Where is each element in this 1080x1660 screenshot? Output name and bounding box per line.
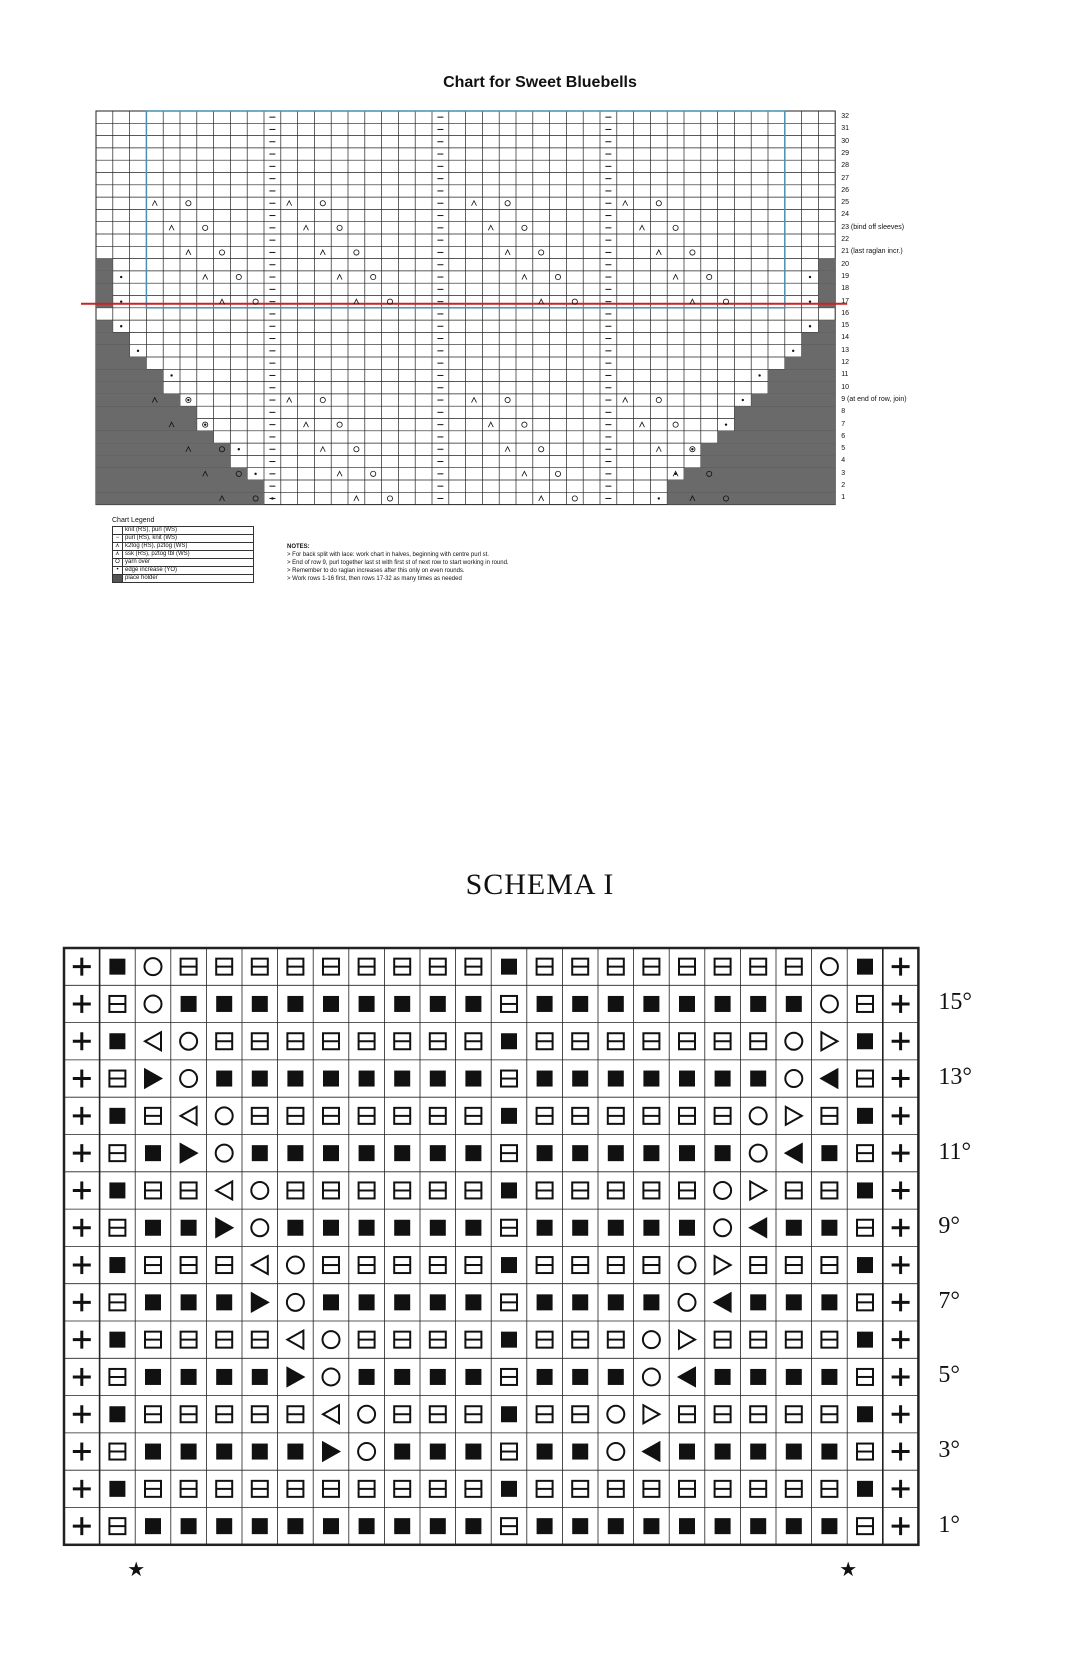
knit-symbol	[750, 1518, 766, 1534]
knit-symbol	[394, 1220, 410, 1236]
knit-symbol	[287, 1444, 303, 1460]
lace-row-label: 22	[841, 236, 849, 243]
knit-symbol	[750, 1444, 766, 1460]
knit-symbol	[679, 1071, 695, 1087]
knit-symbol	[608, 1071, 624, 1087]
lace-row-label: 31	[841, 125, 849, 133]
knit-symbol	[252, 1518, 268, 1534]
knit-symbol	[679, 1145, 695, 1161]
lace-row-label: 18	[841, 285, 849, 293]
legend-symbol: −	[113, 535, 123, 543]
knit-symbol	[216, 1518, 232, 1534]
legend-label: purl (RS), knit (WS)	[123, 535, 254, 543]
knit-symbol	[643, 1071, 659, 1087]
legend-symbol: •	[113, 567, 123, 575]
knit-symbol	[857, 1481, 873, 1497]
knit-symbol	[608, 1518, 624, 1534]
notes-title: NOTES:	[287, 544, 310, 550]
knit-symbol	[821, 1220, 837, 1236]
lace-row-label: 1	[841, 494, 846, 502]
knit-symbol	[394, 1294, 410, 1310]
knit-symbol	[287, 996, 303, 1012]
note-line: > For back split with lace: work chart in halves, beginning with centre purl st.	[287, 552, 489, 558]
knit-symbol	[287, 1220, 303, 1236]
lace-row-label: 12	[841, 359, 849, 366]
knit-symbol	[501, 1182, 517, 1198]
lace-row-label: 8	[841, 408, 846, 416]
knit-symbol	[145, 1369, 161, 1385]
knit-symbol	[359, 1145, 375, 1161]
knit-symbol	[857, 1182, 873, 1198]
lace-row-label: 3	[841, 469, 846, 477]
lace-row-label: 16	[841, 309, 849, 317]
knit-symbol	[465, 1071, 481, 1087]
knit-symbol	[465, 996, 481, 1012]
lace-row-label: 32	[841, 113, 849, 120]
knit-symbol	[252, 1071, 268, 1087]
knit-symbol	[821, 1518, 837, 1534]
knit-symbol	[359, 1518, 375, 1534]
knit-symbol	[109, 1108, 125, 1124]
lace-row-label: 21 (last raglan incr.)	[841, 248, 903, 256]
knit-symbol	[608, 996, 624, 1012]
knit-symbol	[501, 1033, 517, 1049]
lace-row-label: 29	[841, 149, 849, 157]
knit-symbol	[394, 1444, 410, 1460]
knit-symbol	[786, 1369, 802, 1385]
knit-symbol	[608, 1294, 624, 1310]
knit-symbol	[145, 1145, 161, 1161]
lace-row-label: 15	[841, 322, 849, 330]
knit-symbol	[109, 1406, 125, 1422]
note-line: > Work rows 1-16 first, then rows 17-32 as many times as needed	[287, 576, 462, 582]
knit-symbol	[181, 1369, 197, 1385]
knit-symbol	[145, 1220, 161, 1236]
knit-symbol	[323, 1294, 339, 1310]
schema-row-label: 7°	[938, 1287, 960, 1314]
knit-symbol	[715, 996, 731, 1012]
knit-symbol	[572, 1071, 588, 1087]
knit-symbol	[109, 959, 125, 975]
lace-row-label: 6	[841, 432, 846, 440]
lace-row-label: 28	[841, 162, 849, 170]
knit-symbol	[216, 1071, 232, 1087]
knit-symbol	[430, 1145, 446, 1161]
knit-symbol	[287, 1145, 303, 1161]
lace-row-label: 25	[841, 199, 849, 207]
schema-row-label: 13°	[938, 1063, 972, 1090]
knit-symbol	[786, 1444, 802, 1460]
knit-symbol	[537, 1071, 553, 1087]
knit-symbol	[109, 1257, 125, 1273]
knit-symbol	[394, 1518, 410, 1534]
knit-symbol	[465, 1220, 481, 1236]
knit-symbol	[109, 1033, 125, 1049]
lace-row-label: 11	[841, 371, 849, 379]
schema-row-label: 9°	[938, 1213, 960, 1240]
schema-row-label: 1°	[938, 1511, 960, 1538]
knit-symbol	[715, 1444, 731, 1460]
knit-symbol	[216, 1444, 232, 1460]
knit-symbol	[359, 1220, 375, 1236]
knit-symbol	[394, 1369, 410, 1385]
knit-symbol	[679, 996, 695, 1012]
knit-symbol	[287, 1071, 303, 1087]
knit-symbol	[857, 1257, 873, 1273]
knit-symbol	[537, 1518, 553, 1534]
knit-symbol	[643, 996, 659, 1012]
legend-label: knit (RS), purl (WS)	[123, 527, 254, 535]
knit-symbol	[537, 1220, 553, 1236]
knit-symbol	[821, 1444, 837, 1460]
knit-symbol	[715, 1145, 731, 1161]
knit-symbol	[750, 1294, 766, 1310]
knit-symbol	[643, 1145, 659, 1161]
knit-symbol	[394, 1145, 410, 1161]
knit-symbol	[145, 1294, 161, 1310]
knit-symbol	[465, 1444, 481, 1460]
knit-symbol	[323, 1071, 339, 1087]
legend-symbol: ⋏	[113, 551, 123, 559]
knit-symbol	[537, 1145, 553, 1161]
knit-symbol	[572, 1444, 588, 1460]
legend-label: k2tog (RS), p2tog (WS)	[123, 543, 254, 551]
lace-row-label: 7	[841, 420, 846, 428]
knit-symbol	[501, 1257, 517, 1273]
schema-star-marker: ★	[127, 1556, 146, 1581]
knit-symbol	[750, 996, 766, 1012]
schema-row-label: 15°	[938, 989, 972, 1016]
knit-symbol	[323, 1518, 339, 1534]
lace-row-label: 2	[841, 482, 846, 489]
knit-symbol	[430, 1294, 446, 1310]
knit-symbol	[537, 1369, 553, 1385]
knit-symbol	[643, 1518, 659, 1534]
knit-symbol	[465, 1294, 481, 1310]
knit-symbol	[572, 1294, 588, 1310]
knit-symbol	[537, 996, 553, 1012]
legend-label: yarn over	[123, 559, 254, 567]
knit-symbol	[750, 1071, 766, 1087]
knit-symbol	[857, 1033, 873, 1049]
lace-row-label: 30	[841, 137, 849, 145]
legend-symbol: ⋏	[113, 543, 123, 551]
knit-symbol	[252, 1145, 268, 1161]
knit-symbol	[857, 1406, 873, 1422]
note-line: > Remember to do raglan increases after this only on even rounds.	[287, 568, 465, 574]
knit-symbol	[181, 1294, 197, 1310]
knit-symbol	[359, 1071, 375, 1087]
schema-row-label: 5°	[938, 1362, 960, 1389]
knit-symbol	[679, 1220, 695, 1236]
knit-symbol	[145, 1518, 161, 1534]
knit-symbol	[430, 1518, 446, 1534]
schema-row-label: 3°	[938, 1436, 960, 1463]
knit-symbol	[323, 1220, 339, 1236]
knit-symbol	[786, 1518, 802, 1534]
knit-symbol	[572, 1369, 588, 1385]
knit-symbol	[430, 1369, 446, 1385]
knit-symbol	[821, 1369, 837, 1385]
schema-title: SCHEMA I	[465, 868, 615, 901]
knit-symbol	[715, 1071, 731, 1087]
lace-row-label: 23 (bind off sleeves)	[841, 223, 905, 231]
knit-symbol	[679, 1444, 695, 1460]
lace-row-label: 17	[841, 297, 849, 305]
knit-symbol	[786, 996, 802, 1012]
knit-symbol	[857, 1108, 873, 1124]
lace-row-label: 9 (at end of row, join)	[841, 395, 907, 403]
knit-symbol	[145, 1444, 161, 1460]
knit-symbol	[537, 1444, 553, 1460]
knit-symbol	[323, 1145, 339, 1161]
knit-symbol	[643, 1294, 659, 1310]
lace-row-label: 19	[841, 272, 849, 280]
knit-symbol	[679, 1518, 695, 1534]
legend-label: place holder	[123, 575, 254, 583]
knit-symbol	[608, 1369, 624, 1385]
schema-row-label: 11°	[938, 1138, 972, 1165]
knit-symbol	[857, 1332, 873, 1348]
lace-row-label: 5	[841, 445, 846, 453]
lace-row-label: 24	[841, 211, 849, 219]
knit-symbol	[857, 959, 873, 975]
knit-symbol	[181, 1518, 197, 1534]
knit-symbol	[572, 1220, 588, 1236]
legend-label: edge increase (YO)	[123, 567, 254, 575]
lace-row-label: 4	[841, 457, 846, 465]
knit-symbol	[715, 1518, 731, 1534]
knit-symbol	[430, 1444, 446, 1460]
knit-symbol	[287, 1518, 303, 1534]
knit-symbol	[572, 996, 588, 1012]
knit-symbol	[359, 1294, 375, 1310]
knit-symbol	[501, 1406, 517, 1422]
knit-symbol	[465, 1145, 481, 1161]
knit-symbol	[394, 1071, 410, 1087]
knit-symbol	[608, 1145, 624, 1161]
knit-symbol	[501, 1332, 517, 1348]
knit-symbol	[252, 1444, 268, 1460]
knit-symbol	[430, 1220, 446, 1236]
knit-symbol	[216, 1294, 232, 1310]
lace-row-label: 10	[841, 383, 849, 391]
knit-symbol	[608, 1220, 624, 1236]
knit-symbol	[216, 996, 232, 1012]
knit-symbol	[252, 1369, 268, 1385]
knit-symbol	[786, 1294, 802, 1310]
knit-symbol	[109, 1332, 125, 1348]
knit-symbol	[501, 1108, 517, 1124]
knit-symbol	[181, 1444, 197, 1460]
knit-symbol	[465, 1369, 481, 1385]
legend-label: ssk (RS), p2tog tbl (WS)	[123, 551, 254, 559]
knit-symbol	[750, 1369, 766, 1385]
knit-symbol	[359, 1369, 375, 1385]
knit-symbol	[430, 1071, 446, 1087]
lace-row-label: 27	[841, 174, 849, 182]
knit-symbol	[430, 996, 446, 1012]
knit-symbol	[109, 1182, 125, 1198]
top-chart-title: Chart for Sweet Bluebells	[443, 74, 637, 91]
note-line: > End of row 9, purl together last st with first st of next row to start working in round.	[287, 560, 509, 566]
knit-symbol	[394, 996, 410, 1012]
knit-symbol	[465, 1518, 481, 1534]
knit-symbol	[109, 1481, 125, 1497]
lace-row-label: 26	[841, 186, 849, 194]
knit-symbol	[821, 1145, 837, 1161]
knit-symbol	[181, 996, 197, 1012]
knit-symbol	[786, 1220, 802, 1236]
knit-symbol	[572, 1518, 588, 1534]
knit-symbol	[643, 1220, 659, 1236]
knit-symbol	[252, 996, 268, 1012]
knit-symbol	[715, 1369, 731, 1385]
knit-symbol	[572, 1145, 588, 1161]
lace-row-label: 13	[841, 346, 849, 354]
knit-symbol	[501, 1481, 517, 1497]
knit-symbol	[181, 1220, 197, 1236]
knit-symbol	[323, 996, 339, 1012]
knit-symbol	[501, 959, 517, 975]
knit-symbol	[537, 1294, 553, 1310]
knit-symbol	[359, 996, 375, 1012]
legend-symbol: O	[113, 559, 123, 567]
knit-symbol	[821, 1294, 837, 1310]
schema-star-marker: ★	[839, 1556, 858, 1581]
knit-symbol	[216, 1369, 232, 1385]
legend-title: Chart Legend	[112, 517, 155, 524]
lace-row-label: 20	[841, 260, 849, 268]
lace-row-label: 14	[841, 334, 849, 342]
